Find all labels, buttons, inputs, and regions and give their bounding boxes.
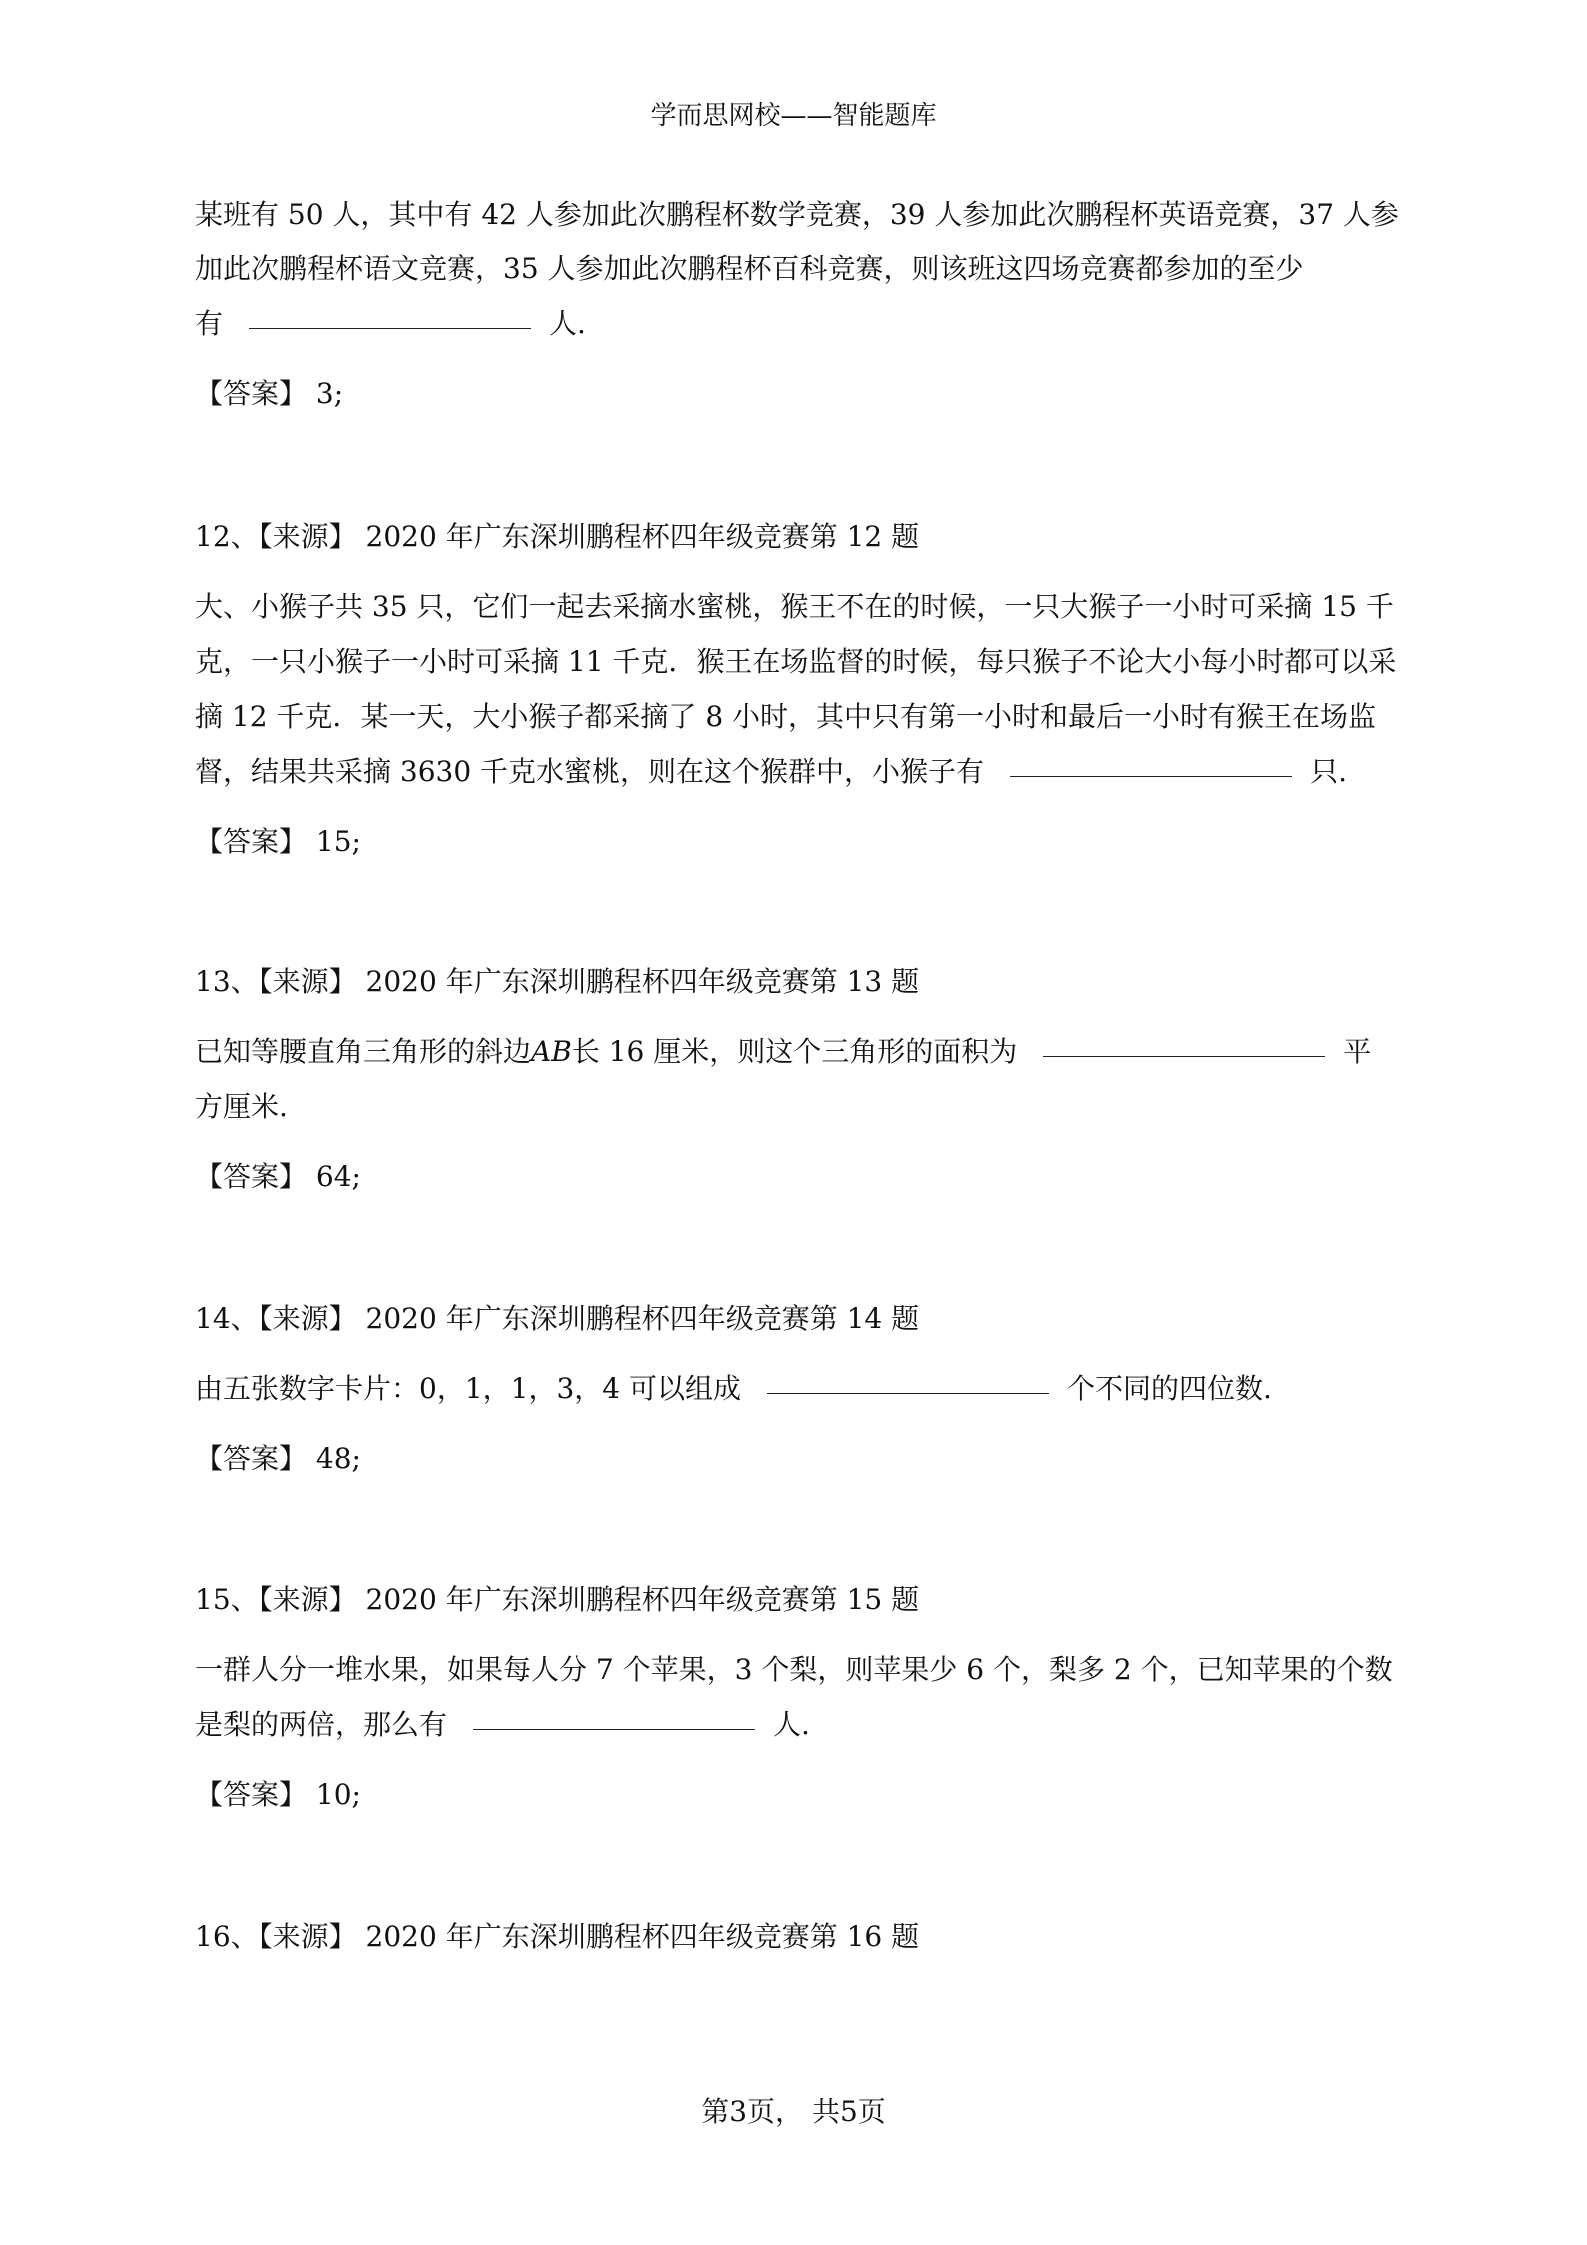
q15-source: 15、【来源】 2020 年广东深圳鹏程杯四年级竞赛第 15 题 <box>195 1583 920 1616</box>
q15-text-line1: 一群人分一堆水果，如果每人分 7 个苹果，3 个梨，则苹果少 6 个，梨多 2 个，已知苹果的个数 <box>195 1653 1393 1686</box>
q16-source: 16、【来源】 2020 年广东深圳鹏程杯四年级竞赛第 16 题 <box>195 1920 920 1953</box>
page-footer-number: 第3页， 共5页 <box>701 2095 886 2128</box>
q14-answer-blank <box>767 1392 1049 1394</box>
q15-answer: 【答案】 10; <box>195 1778 361 1811</box>
q13-text-post: 平 <box>1343 1035 1372 1068</box>
q13-source: 13、【来源】 2020 年广东深圳鹏程杯四年级竞赛第 13 题 <box>195 965 920 998</box>
q11-text-line1: 某班有 50 人，其中有 42 人参加此次鹏程杯数学竞赛，39 人参加此次鹏程杯英语竞赛，37 人参 <box>195 198 1399 231</box>
q11-answer: 【答案】 3; <box>195 377 344 410</box>
q14-answer: 【答案】 48; <box>195 1442 361 1475</box>
q13-answer-blank <box>1043 1055 1325 1057</box>
q12-text-post: 只. <box>1310 755 1347 788</box>
q12-text-line1: 大、小猴子共 35 只，它们一起去采摘水蜜桃，猴王不在的时候，一只大猴子一小时可采摘 15 千 <box>195 590 1394 623</box>
q12-text-pre: 督，结果共采摘 3630 千克水蜜桃，则在这个猴群中，小猴子有 <box>195 755 985 788</box>
q15-text-line2 <box>195 1703 810 1743</box>
q11-text-post: 人. <box>549 307 586 340</box>
q15-answer-blank <box>473 1728 755 1730</box>
q11-text-pre: 有 <box>195 307 224 340</box>
q15-text-post: 人. <box>773 1708 810 1741</box>
q14-text-post: 个不同的四位数. <box>1066 1372 1272 1405</box>
q13-answer: 【答案】 64; <box>195 1160 361 1193</box>
q11-text-line3 <box>195 302 586 342</box>
q11-answer-blank <box>249 327 531 329</box>
q13-text-pre: 已知等腰直角三角形的斜边 <box>195 1035 532 1068</box>
q13-text-line2: 方厘米. <box>195 1090 288 1123</box>
q14-text-line1 <box>195 1367 1272 1407</box>
q13-var-ab: AB <box>531 1035 572 1068</box>
q12-text-line4 <box>195 750 1347 790</box>
q11-text-line2: 加此次鹏程杯语文竞赛，35 人参加此次鹏程杯百科竞赛，则该班这四场竞赛都参加的至少 <box>195 252 1304 285</box>
q12-answer-blank <box>1010 775 1292 777</box>
q12-text-line3: 摘 12 千克．某一天，大小猴子都采摘了 8 小时，其中只有第一小时和最后一小时有猴王在场监 <box>195 700 1377 733</box>
q13-text-mid: 长 16 厘米，则这个三角形的面积为 <box>571 1035 1018 1068</box>
q15-text-pre: 是梨的两倍，那么有 <box>195 1708 448 1741</box>
q12-text-line2: 克，一只小猴子一小时可采摘 11 千克．猴王在场监督的时候，每只猴子不论大小每小时都可以采 <box>195 645 1397 678</box>
page-header-title: 学而思网校——智能题库 <box>650 101 937 131</box>
q12-source: 12、【来源】 2020 年广东深圳鹏程杯四年级竞赛第 12 题 <box>195 520 920 553</box>
q14-source: 14、【来源】 2020 年广东深圳鹏程杯四年级竞赛第 14 题 <box>195 1302 920 1335</box>
q13-text-line1 <box>195 1030 1371 1070</box>
q12-answer: 【答案】 15; <box>195 825 361 858</box>
q14-text-pre: 由五张数字卡片：0，1，1，3，4 可以组成 <box>195 1372 741 1405</box>
